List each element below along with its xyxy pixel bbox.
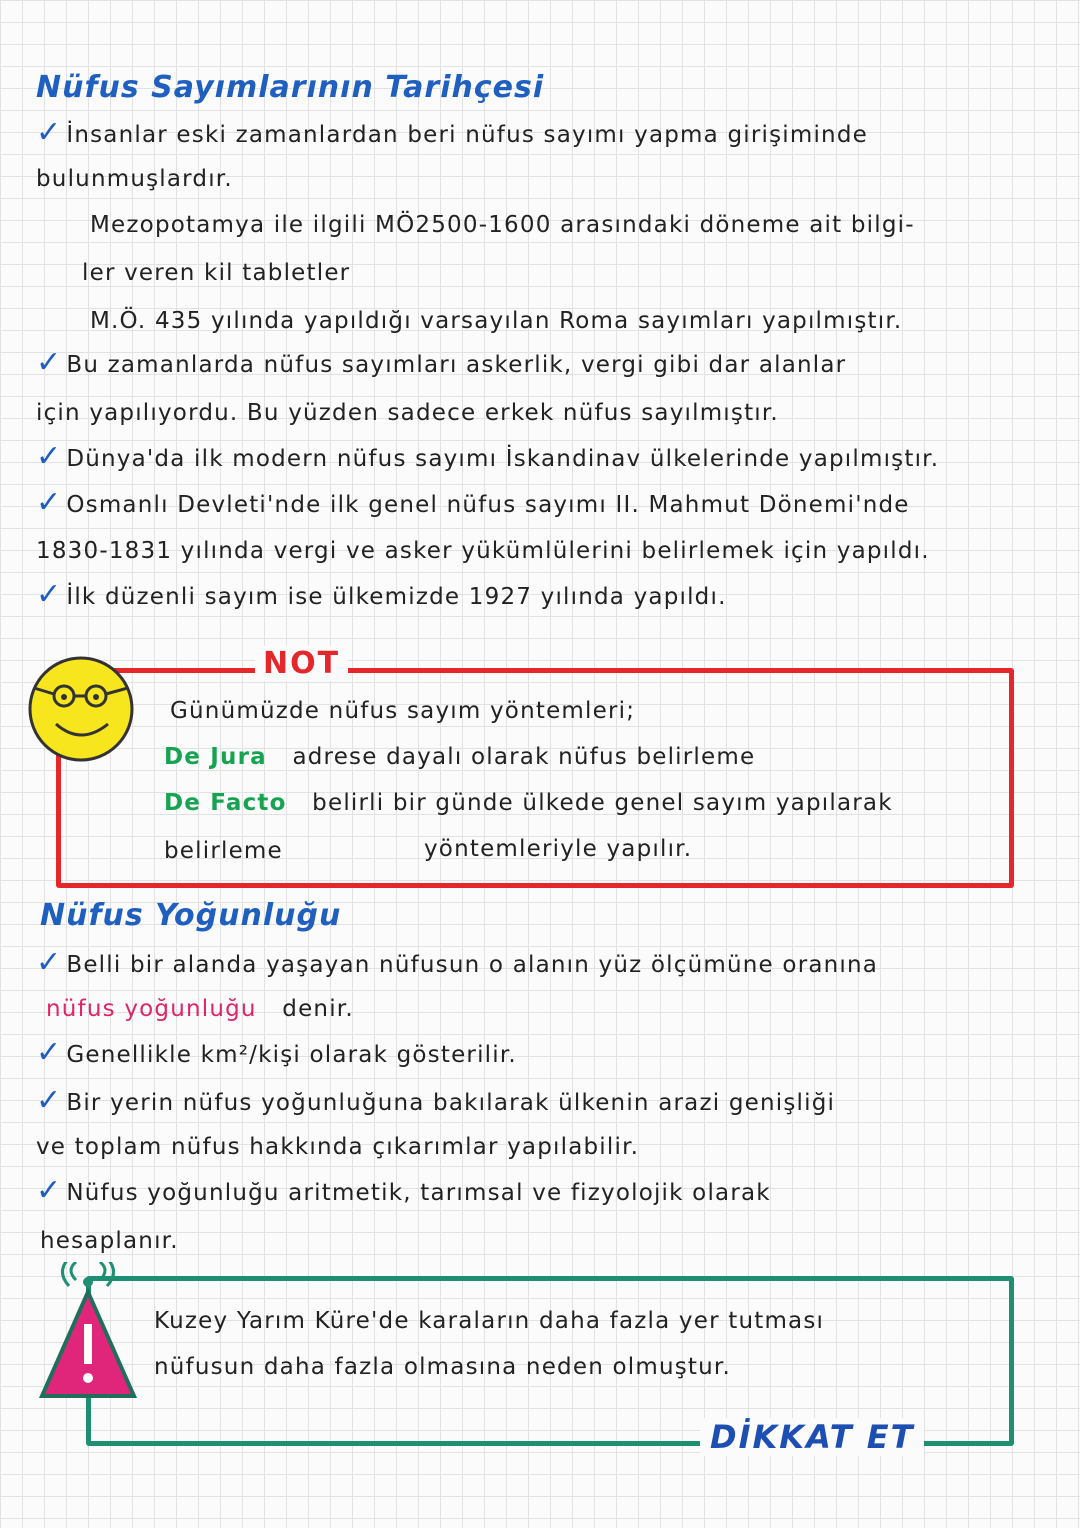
note-line-dejure: De Jura adrese dayalı olarak nüfus belirleme	[164, 744, 756, 770]
census-line-11: ✓ İlk düzenli sayım ise ülkemizde 1927 yılında yapıldı.	[36, 580, 1056, 612]
density-term: nüfus yoğunluğu	[46, 996, 257, 1022]
section-title-census-history: Nüfus Sayımlarının Tarihçesi	[36, 70, 545, 105]
warning-triangle-icon	[36, 1262, 140, 1404]
census-line-3: Mezopotamya ile ilgili MÖ2500-1600 arasındaki döneme ait bilgi-	[90, 212, 915, 238]
census-line-2: bulunmuşlardır.	[36, 166, 233, 192]
note-line-defacto: De Facto belirli bir günde ülkede genel sayım yapılarak	[164, 790, 893, 816]
density-line-7: hesaplanır.	[40, 1228, 179, 1254]
warning-label: DİKKAT ET	[700, 1418, 924, 1456]
note-line-4a: belirleme	[164, 838, 283, 864]
check-icon: ✓	[36, 1038, 63, 1070]
check-icon: ✓	[36, 118, 63, 150]
census-line-6: ✓ Bu zamanlarda nüfus sayımları askerlik, vergi gibi dar alanlar	[36, 348, 1056, 380]
census-line-10: 1830-1831 yılında vergi ve asker yükümlülerini belirlemek için yapıldı.	[36, 538, 930, 564]
density-line-5: ve toplam nüfus hakkında çıkarımlar yapılabilir.	[36, 1134, 640, 1160]
census-line-1: ✓ İnsanlar eski zamanlardan beri nüfus sayımı yapma girişiminde	[36, 118, 1056, 150]
warning-line-2: nüfusun daha fazla olmasına neden olmuştur.	[154, 1354, 731, 1380]
census-line-4: ler veren kil tabletler	[82, 260, 351, 286]
census-line-7: için yapılıyordu. Bu yüzden sadece erkek nüfus sayılmıştır.	[36, 400, 779, 426]
dejure-term: De Jura	[164, 744, 267, 770]
check-icon: ✓	[36, 1086, 63, 1118]
warning-line-1: Kuzey Yarım Küre'de karaların daha fazla yer tutması	[154, 1308, 825, 1334]
density-line-6: ✓ Nüfus yoğunluğu aritmetik, tarımsal ve fizyolojik olarak	[36, 1176, 1056, 1208]
check-icon: ✓	[36, 1176, 63, 1208]
check-icon: ✓	[36, 948, 63, 980]
note-label: NOT	[255, 646, 348, 681]
smiley-face-icon	[26, 654, 136, 764]
check-icon: ✓	[36, 442, 63, 474]
census-line-9: ✓ Osmanlı Devleti'nde ilk genel nüfus sayımı II. Mahmut Dönemi'nde	[36, 488, 1056, 520]
note-line-4b: yöntemleriyle yapılır.	[424, 836, 693, 862]
note-line-1: Günümüzde nüfus sayım yöntemleri;	[170, 698, 636, 724]
check-icon: ✓	[36, 580, 63, 612]
check-icon: ✓	[36, 488, 63, 520]
density-line-2: nüfus yoğunluğu denir.	[46, 996, 354, 1022]
density-line-3: ✓ Genellikle km²/kişi olarak gösterilir.	[36, 1038, 1056, 1070]
density-line-1: ✓ Belli bir alanda yaşayan nüfusun o alanın yüz ölçümüne oranına	[36, 948, 1056, 980]
defacto-term: De Facto	[164, 790, 287, 816]
census-line-5: M.Ö. 435 yılında yapıldığı varsayılan Roma sayımları yapılmıştır.	[90, 308, 903, 334]
census-line-8: ✓ Dünya'da ilk modern nüfus sayımı İskandinav ülkelerinde yapılmıştır.	[36, 442, 1056, 474]
density-line-4: ✓ Bir yerin nüfus yoğunluğuna bakılarak ülkenin arazi genişliği	[36, 1086, 1056, 1118]
section-title-population-density: Nüfus Yoğunluğu	[40, 898, 342, 933]
check-icon: ✓	[36, 348, 63, 380]
